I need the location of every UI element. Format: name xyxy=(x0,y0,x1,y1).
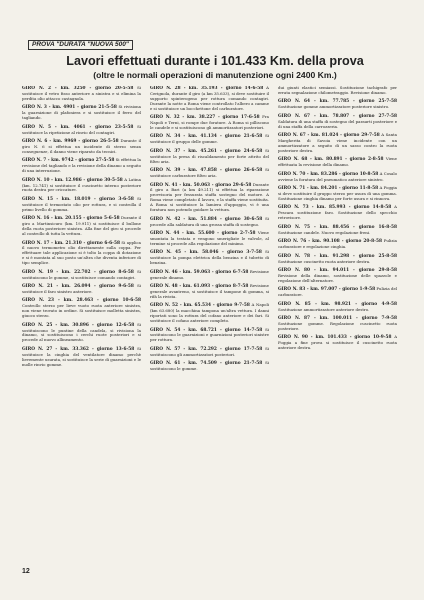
log-entry xyxy=(22,298,141,319)
log-entry xyxy=(22,178,141,194)
log-entry xyxy=(150,149,269,165)
log-entry-text: A Napoli (km 63.680) la macchina tampona un'altra vettura. I danni riportati sono la rottura del cofano anteriore e dei fari. Si sostituisce il cofano anteriore completo. xyxy=(150,302,269,324)
log-entry xyxy=(150,217,269,228)
log-entry xyxy=(22,105,141,121)
log-entry-heading: GIRO N. 67 - km. 81.024 - giorno 29-7-58 xyxy=(278,133,380,139)
log-entry-heading: GIRO N. 68 - km. 80.891 - giorno 2-8-58 xyxy=(278,157,384,163)
log-entry-heading: GIRO N. 41 - km. 50.063 - giorno 29-6-58 xyxy=(150,182,252,188)
log-entry xyxy=(22,347,141,368)
log-entry xyxy=(278,157,397,168)
log-entry-heading: GIRO N. 85 - km. 98.921 - giorno 4-9-58 xyxy=(278,301,397,307)
log-entry xyxy=(22,197,141,213)
log-entry xyxy=(22,241,141,267)
log-entry-heading: GIRO N. 16 - km. 20.155 - giorno 5-6-58 xyxy=(22,216,120,222)
log-entry-text: Si sostituiscono le gomme, si sostituisce comando contagiri. xyxy=(22,268,141,280)
log-entry-heading: GIRO N. 27 - km. 33.362 - giorno 13-6-58 xyxy=(22,346,135,352)
log-entry xyxy=(22,216,141,237)
log-entry-text: Si sostituisce il termostato olio per rottura, e si controlla il primo livello di gomma. xyxy=(22,195,141,212)
page-number: 12 xyxy=(22,568,30,575)
log-entry xyxy=(278,287,397,298)
log-entry-heading: GIRO N. 70 - km. 83.286 - giorno 10-8-58 xyxy=(278,171,379,177)
log-entry xyxy=(22,323,141,344)
log-entry xyxy=(150,86,269,112)
log-entry-heading: GIRO N. 87 - km. 100.011 - giorno 7-9-58 xyxy=(278,316,397,322)
log-entry-heading: GIRO N. 83 - km. 97.007 - giorno 1-9-58 xyxy=(278,287,376,293)
log-entry-text: Si effettua la revisione del tagliando e la revisione della dinamo a seguito di una interruzione. xyxy=(22,157,141,174)
log-entry-text: Si sostituisce carburatore filtro aria. xyxy=(150,167,269,179)
log-entry-heading: GIRO N. 45 - km. 58.046 - giorno 3-7-58 xyxy=(150,250,262,256)
log-entry-text: Sostituzione gomme. Regolazione cuscinetto ruota posteriore. xyxy=(278,321,397,331)
log-entry-heading: GIRO N. 17 - km. 21.310 - giorno 6-6-58 xyxy=(22,240,120,246)
log-entry-text: Si sostituisce il faro sinistro anteriore. xyxy=(22,283,141,294)
log-entry-text: Si procede alla saldatura di una grossa staffa di sostegno. xyxy=(150,215,269,227)
log-entry xyxy=(278,302,397,313)
log-entry xyxy=(278,254,397,265)
log-entry-heading: GIRO N. 32 - km. 38.227 - giorno 17-6-58 xyxy=(150,115,260,121)
log-entry-text: Sostituzione cuscinetto ruota anteriore destra. xyxy=(278,258,371,264)
log-entry xyxy=(278,186,397,202)
log-entry-heading: GIRO N. 64 - km. 77.785 - giorno 25-7-58 xyxy=(278,99,397,105)
log-entry-text: Si sostituisce la presa di riscaldamento per forte attrito del filtro aria. xyxy=(150,147,269,164)
text-column-2 xyxy=(150,86,269,586)
log-entry-heading: GIRO N. 75 - km. 88.456 - giorno 16-8-58 xyxy=(278,224,397,230)
log-entry-text: Revisione della dinamo, sostituzione delle spazzole e regolazione dell'alternatore. xyxy=(278,272,397,283)
log-entry-text: Si sostituiscono le guarnizioni e guarnizioni posteriori sinistre per rottura. xyxy=(150,326,269,343)
log-entry-heading: GIRO N. 28 - km. 35.193 - giorno 14-6-58 xyxy=(150,86,264,91)
log-entry-heading: GIRO N. 39 - km. 47.858 - giorno 26-6-58 xyxy=(150,168,263,174)
log-entry-heading: GIRO N. 3 - km. 4901 - giorno 21-5-58 xyxy=(22,105,117,111)
log-entry xyxy=(150,115,269,131)
log-entry-text: A Pescara sostituzione faro. Sostituzione dello specchio retrovisore. xyxy=(278,204,397,221)
text-column-1 xyxy=(22,86,141,586)
log-entry xyxy=(150,134,269,145)
log-entry-heading: GIRO N. 61 - km. 74.509 - giorno 21-7-58 xyxy=(150,361,263,367)
log-entry xyxy=(22,284,141,295)
log-entry-heading: GIRO N. 78 - km. 91.298 - giorno 25-8-58 xyxy=(278,253,397,259)
log-entry-heading: GIRO N. 90 - km. 101.433 - giorno 10-9-58 xyxy=(278,335,392,341)
log-entry-text: A Cerignola, durante il giro (a km 35.633), si deve sostituire il supporto spinterogeno per rottura comando contagiri. Durante la notte a Roma viene controllato l'albero a camme e si sostituisce un bocchettone del carburatore. xyxy=(150,86,269,111)
log-entry xyxy=(278,268,397,284)
log-entry xyxy=(278,205,397,221)
log-entry-text: Sostituzione ammortizzatore anteriore destro. xyxy=(278,306,370,312)
log-entry-text: Fra Napoli e Terni, si rompe due forature. A Roma si pilliscono le candele e si sostituiscono gli ammortizzatori posteriori. xyxy=(150,114,269,130)
log-entry-text: Si sostituisce il vetro fisso anteriore a sinistra e si elimina la perdita olio attacco castagnola. xyxy=(22,86,141,101)
log-entry-text: Si applica il nuovo termometro olio direttamente sulla coppa. Per effettuare tale applicazione si è tolto la coppa di dotazione e si è montata al suo posto un'altra che diventa inferiore di tipo semplice. xyxy=(22,239,141,266)
page-subtitle: (oltre le normali operazioni di manutenzione ogni 2400 Km.) xyxy=(93,70,337,80)
log-entry-heading: GIRO N. 15 - km. 18.019 - giorno 3-6-58 xyxy=(22,196,134,202)
log-entry-text: A Cosalo avviene la foratura del pneumatico anteriore sinistro. xyxy=(278,170,397,182)
log-entry xyxy=(278,335,397,351)
log-entry-text: Durante il giro N. 6 si effettua un incidente di sterzo senza conseguenze, il danno viene riparato da tecnici. xyxy=(22,138,141,154)
log-entry-text: Revisione generale dinamo. xyxy=(150,268,269,280)
log-entry-text: Si sostituiscono gli ammortizzatori posteriori. xyxy=(150,345,269,357)
log-entry-text: Sostituzione gomme ammortizzatore posteriore sinistro. xyxy=(278,104,390,110)
log-entry-text: A Santa Margherita di Savoia viene incidente con un ammortizzatore a seguito di un sasso contro la ruota posteriore destra. xyxy=(278,132,397,153)
log-entry-text: Si sostituisce la pompa elettrica della benzina e il tubetto di benzina. xyxy=(150,249,269,266)
log-entry xyxy=(278,86,397,96)
text-column-3 xyxy=(278,86,397,586)
log-entry xyxy=(278,133,397,154)
log-entry xyxy=(22,270,141,281)
log-entry xyxy=(150,284,269,300)
log-entry xyxy=(150,270,269,281)
log-entry-heading: GIRO N. 2 - km. 3250 - giorno 20-5-58 xyxy=(22,86,134,91)
log-entry xyxy=(150,303,269,324)
log-entry-heading: GIRO N. 80 - km. 94.011 - giorno 29-8-58 xyxy=(278,268,397,273)
log-entry-text: Si sostituisce il gruppo delle gomme. xyxy=(150,133,269,145)
log-entry-heading: GIRO N. 34 - km. 41.134 - giorno 21-6-58 xyxy=(150,134,263,140)
log-entry xyxy=(22,125,141,136)
log-entry-text: A Latina (km. 12.741) si sostituisce il cuscinetto interno posteriore ruota destra per criccature. xyxy=(22,176,141,193)
log-entry-text: Controllo sterzo per lieve vuoto ruota anteriore sinistra, non viene trovato in ordine. Si sostituisce molletta sinistra, giuoco sterzo. xyxy=(22,303,141,319)
page-title: Lavori effettuati durante i 101.433 Km. della prova xyxy=(66,54,364,68)
log-entry-text: Si rivisiona la guarnizione di plafoniera e si sostituisce il ferro del tagliando. xyxy=(22,104,141,121)
log-entry-heading: GIRO N. 54 - km. 68.721 - giorno 14-7-58 xyxy=(150,327,263,333)
log-entry xyxy=(22,158,141,174)
log-entry-heading: GIRO N. 6 - km. 9969 - giorno 26-5-58 xyxy=(22,139,119,145)
log-entry xyxy=(150,250,269,266)
log-entry-text: Si sostituisce la cinghia del ventilatore dinamo perchè lievemente usurata, si sostituisce la serie di guarnizioni e le molle rinvio gomme. xyxy=(22,345,141,367)
log-entry-text: Pulizia carburatore e regolazione cinghia. xyxy=(278,238,397,250)
log-entry-text: Viene smontata la testata e vengono smerigliate le valvole, al termine si procede alla regolazione del minimo. xyxy=(150,230,269,246)
log-entry-heading: GIRO N. 57 - km. 72.292 - giorno 17-7-58 xyxy=(150,346,263,352)
log-entry-heading: GIRO N. 25 - km. 30.896 - giorno 12-6-58 xyxy=(22,322,135,328)
log-entry-heading: GIRO N. 19 - km. 22.702 - giorno 8-6-58 xyxy=(22,269,134,275)
log-entry xyxy=(278,172,397,183)
log-entry-text: A Foggia si deve sostituire il gruppo sterzo per usura di una gomma. Sostituzione cinghia dinamo per forte usura e si rinnova. xyxy=(278,185,397,201)
log-entry-text: Durante il giro a Bari (a km 49.211) si effettua la riparazione provvisoria per fessurata staffa sostegno del motore. A Roma viene completato il lavoro, e la staffa viene sostituita. A Roma si sostituisce la lamiera d'appoggio, vi è una foratura non potendo guidare la vettura. xyxy=(150,181,269,213)
log-entry xyxy=(150,347,269,358)
log-entry-heading: GIRO N. 7 - km. 9742 - giorno 27-5-58 xyxy=(22,158,115,164)
log-entry-heading: GIRO N. 5 - km. 4061 - giorno 23-5-58 xyxy=(22,124,134,130)
log-entry-text: Si sostituiscono le puntine della candela, si rivisiona la dinamo, si sostituiscono i cerchi ruote posteriori e si procede al nuovo allineamento. xyxy=(22,321,141,343)
log-entry-text: A Foggia a fine prova si sostituisce il cuscinetto ruota anteriore destra. xyxy=(278,334,397,351)
log-entry-heading: GIRO N. 76 - km. 90.108 - giorno 20-8-58 xyxy=(278,239,382,245)
log-entry-heading: GIRO N. 52 - km. 65.534 - giorno 9-7-58 xyxy=(150,303,250,309)
log-entry-heading: GIRO N. 21 - km. 26.094 - giorno 9-6-58 xyxy=(22,284,134,290)
log-entry xyxy=(150,328,269,344)
log-entry-text: Pulizia del carburatore. xyxy=(278,286,397,298)
log-entry-text: Si sostituisce la ripetizione al rinvio del contagiri. xyxy=(22,123,141,135)
log-entry-text: Durante il giro a Martinsicuro (km. 19.911) si sostituisce il bullone della ruota posteriore sinistra. Alla fine del giro si procede al controllo di tutta la vettura. xyxy=(22,215,141,236)
log-entry xyxy=(278,225,397,236)
log-entry-text: Revisione generale avantreno, si sostituisce il tampone di gomma, si rifà la rivista. xyxy=(150,283,269,299)
log-entry-heading: GIRO N. 67 - km. 78.807 - giorno 27-7-58 xyxy=(278,113,397,119)
section-tag: PROVA "DURATA "NUOVA 500" xyxy=(28,40,133,50)
log-entry xyxy=(278,99,397,110)
log-entry xyxy=(22,86,141,102)
log-entry-text: Sostituzione candele. Nuovo regolazione freni. xyxy=(278,229,371,235)
log-entry-heading: GIRO N. 73 - km. 85.993 - giorno 14-8-58 xyxy=(278,205,392,211)
log-entry-heading: GIRO N. 46 - km. 59.063 - giorno 6-7-58 xyxy=(150,269,249,275)
log-entry-text: dui giunti elastici semiassi. Sostituzione tachigrafo per errata segnalazione chilometraggio. Revisione dinamo. xyxy=(278,86,397,95)
log-entry-text: Si sostituiscono le gomme. xyxy=(150,360,269,372)
log-entry xyxy=(278,316,397,332)
log-entry-heading: GIRO N. 42 - km. 51.884 - giorno 30-6-58 xyxy=(150,216,263,222)
log-entry xyxy=(150,361,269,372)
log-entry-heading: GIRO N. 48 - km. 61.093 - giorno 8-7-58 xyxy=(150,284,249,290)
log-entry xyxy=(150,231,269,247)
log-entry xyxy=(278,239,397,250)
log-entry xyxy=(150,168,269,179)
log-entry-heading: GIRO N. 23 - km. 28.463 - giorno 10-6-58 xyxy=(22,298,141,304)
log-entry-text: Saldatura di una staffa di sostegno del paraurti posteriore e di una staffa della carrozzeria. xyxy=(278,118,397,129)
log-entry-text: Viene effettuata la revisione della dinamo. xyxy=(278,156,397,168)
log-entry xyxy=(150,183,269,213)
log-entry-heading: GIRO N. 10 - km. 12.986 - giorno 30-5-58 xyxy=(22,177,123,183)
log-entry xyxy=(22,139,141,155)
log-entry-heading: GIRO N. 71 - km. 84.201 - giorno 11-8-58 xyxy=(278,186,379,192)
log-entry-heading: GIRO N. 37 - km. 45.261 - giorno 24-6-58 xyxy=(150,148,263,154)
log-entry-heading: GIRO N. 44 - km. 55.600 - giorno 2-7-58 xyxy=(150,231,256,236)
log-entry xyxy=(278,114,397,130)
